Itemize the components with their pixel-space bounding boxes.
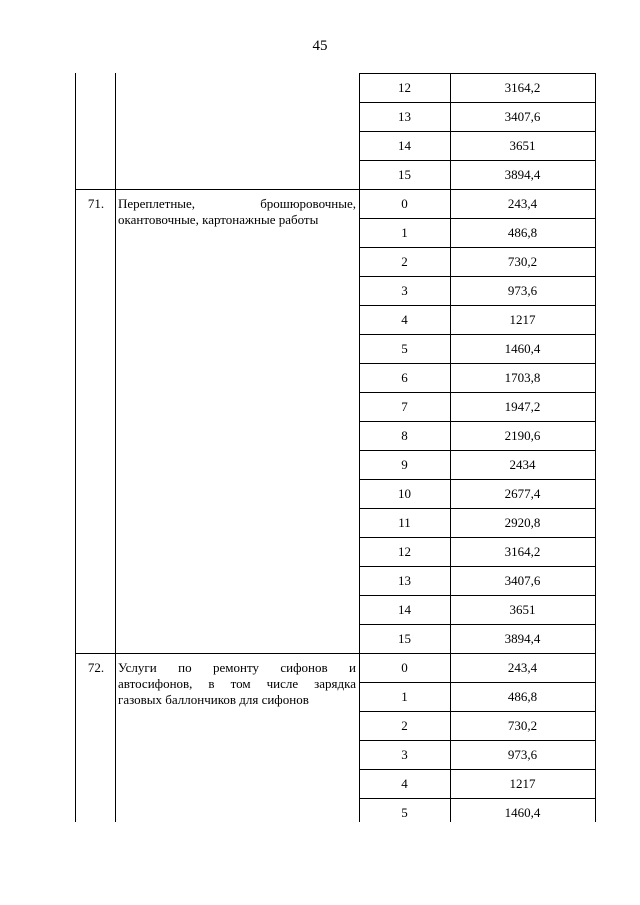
value-cell: 2677,4 [504, 486, 541, 501]
row-border [359, 769, 596, 770]
value-cell: 3407,6 [504, 573, 541, 588]
item-description [118, 660, 356, 708]
value-cell: 3164,2 [504, 80, 541, 95]
row-border [359, 363, 596, 364]
row-border [359, 247, 596, 248]
row-border [359, 160, 596, 161]
code-cell: 8 [401, 428, 408, 443]
code-cell: 9 [401, 457, 408, 472]
code-cell: 7 [401, 399, 408, 414]
description-line: газовых баллончиков для сифонов [118, 692, 309, 707]
row-border [359, 131, 596, 132]
code-cell: 5 [401, 341, 408, 356]
value-cell: 486,8 [507, 225, 538, 240]
value-cell: 3164,2 [504, 544, 541, 559]
column-border [450, 73, 451, 822]
item-number: 72. [87, 660, 105, 675]
code-cell: 13 [398, 109, 411, 124]
description-line: Услуги по ремонту сифонов и [118, 660, 356, 675]
code-cell: 4 [401, 312, 408, 327]
code-cell: 15 [398, 167, 411, 182]
row-border [359, 537, 596, 538]
value-cell: 2434 [509, 457, 536, 472]
row-border [359, 450, 596, 451]
description-line: Переплетные, брошюровочные, [118, 196, 356, 211]
code-cell: 3 [401, 747, 408, 762]
code-cell: 10 [398, 486, 411, 501]
code-cell: 6 [401, 370, 408, 385]
column-border [115, 73, 116, 822]
table-top-border [359, 73, 596, 74]
item-separator [75, 653, 596, 654]
value-cell: 1947,2 [504, 399, 541, 414]
code-cell: 11 [398, 515, 411, 530]
row-border [359, 566, 596, 567]
code-cell: 2 [401, 254, 408, 269]
value-cell: 3407,6 [504, 109, 541, 124]
row-border [359, 711, 596, 712]
item-number: 71. [87, 196, 105, 211]
row-border [359, 740, 596, 741]
value-cell: 3651 [509, 602, 536, 617]
row-border [359, 421, 596, 422]
row-border [359, 479, 596, 480]
value-cell: 1703,8 [504, 370, 541, 385]
description-line: автосифонов, в том числе зарядка [118, 676, 356, 691]
column-border [75, 73, 76, 822]
value-cell: 243,4 [507, 196, 538, 211]
item-description [118, 196, 356, 228]
value-cell: 973,6 [507, 283, 538, 298]
value-cell: 1217 [509, 312, 536, 327]
value-cell: 730,2 [507, 718, 538, 733]
row-border [359, 392, 596, 393]
code-cell: 2 [401, 718, 408, 733]
code-cell: 0 [401, 196, 408, 211]
code-cell: 1 [401, 225, 408, 240]
value-cell: 1460,4 [504, 341, 541, 356]
value-cell: 3894,4 [504, 631, 541, 646]
row-border [359, 276, 596, 277]
row-border [359, 508, 596, 509]
value-cell: 1217 [509, 776, 536, 791]
code-cell: 12 [398, 544, 411, 559]
row-border [359, 624, 596, 625]
row-border [359, 334, 596, 335]
column-border [359, 73, 360, 822]
row-border [359, 218, 596, 219]
row-border [359, 595, 596, 596]
code-cell: 3 [401, 283, 408, 298]
code-cell: 13 [398, 573, 411, 588]
value-cell: 243,4 [507, 660, 538, 675]
value-cell: 3894,4 [504, 167, 541, 182]
item-separator [75, 189, 596, 190]
code-cell: 15 [398, 631, 411, 646]
code-cell: 0 [401, 660, 408, 675]
description-line: окантовочные, картонажные работы [118, 212, 319, 227]
value-cell: 2190,6 [504, 428, 541, 443]
value-cell: 730,2 [507, 254, 538, 269]
value-cell: 973,6 [507, 747, 538, 762]
page-number: 45 [312, 38, 328, 54]
row-border [359, 305, 596, 306]
code-cell: 14 [398, 138, 411, 153]
value-cell: 1460,4 [504, 805, 541, 820]
row-border [359, 102, 596, 103]
code-cell: 5 [401, 805, 408, 820]
row-border [359, 682, 596, 683]
code-cell: 14 [398, 602, 411, 617]
code-cell: 4 [401, 776, 408, 791]
value-cell: 3651 [509, 138, 536, 153]
value-cell: 486,8 [507, 689, 538, 704]
column-border [595, 73, 596, 822]
code-cell: 12 [398, 80, 411, 95]
code-cell: 1 [401, 689, 408, 704]
value-cell: 2920,8 [504, 515, 541, 530]
row-border [359, 798, 596, 799]
